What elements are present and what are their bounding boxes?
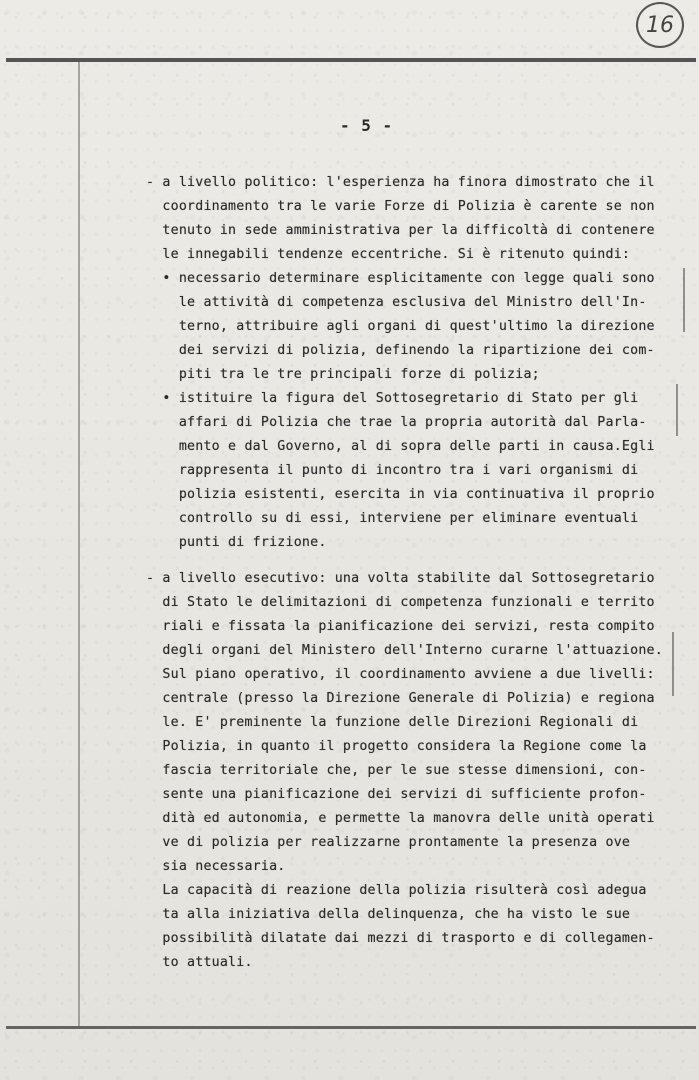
bottom-rule bbox=[6, 1026, 696, 1029]
text-line: - a livello esecutivo: una volta stabilite dal Sottosegretario bbox=[146, 571, 655, 586]
paragraph-executive bbox=[146, 567, 676, 975]
text-line: mento e dal Governo, al di sopra delle parti in causa.Egli bbox=[146, 439, 655, 454]
text-line: le. E' preminente la funzione delle Direzioni Regionali di bbox=[146, 715, 639, 730]
text-line: le attività di competenza esclusiva del Ministro dell'In- bbox=[146, 295, 647, 310]
text-line: possibilità dilatate dai mezzi di trasporto e di collegamen- bbox=[146, 931, 655, 946]
text-line: piti tra le tre principali forze di polizia; bbox=[146, 367, 540, 382]
handwritten-page-number bbox=[636, 2, 684, 48]
text-line: ta alla iniziativa della delinquenza, che ha visto le sue bbox=[146, 907, 631, 922]
text-line: La capacità di reazione della polizia risulterà così adegua bbox=[146, 883, 647, 898]
typed-page-number: - 5 - bbox=[340, 116, 394, 135]
text-line: terno, attribuire agli organi di quest'ultimo la direzione bbox=[146, 319, 655, 334]
text-line: di Stato le delimitazioni di competenza funzionali e territo bbox=[146, 595, 655, 610]
text-line: to attuali. bbox=[146, 955, 253, 970]
text-line: tenuto in sede amministrativa per la difficoltà di contenere bbox=[146, 223, 655, 238]
text-line: fascia territoriale che, per le sue stesse dimensioni, con- bbox=[146, 763, 647, 778]
body-text bbox=[146, 171, 676, 975]
text-line: sente una pianificazione dei servizi di sufficiente profon- bbox=[146, 787, 647, 802]
text-line: punti di frizione. bbox=[146, 535, 327, 550]
text-line: Polizia, in quanto il progetto considera la Regione come la bbox=[146, 739, 647, 754]
paragraph-gap bbox=[146, 555, 676, 567]
margin-mark bbox=[676, 384, 678, 436]
text-line: centrale (presso la Direzione Generale di Polizia) e regiona bbox=[146, 691, 655, 706]
text-line: Sul piano operativo, il coordinamento avviene a due livelli: bbox=[146, 667, 655, 682]
text-line: • istituire la figura del Sottosegretario di Stato per gli bbox=[146, 391, 639, 406]
text-line: sia necessaria. bbox=[146, 859, 286, 874]
text-line: - a livello politico: l'esperienza ha finora dimostrato che il bbox=[146, 175, 655, 190]
handwritten-page-number-text: 16 bbox=[646, 12, 674, 38]
text-line: dei servizi di polizia, definendo la ripartizione dei com- bbox=[146, 343, 655, 358]
top-rule bbox=[6, 58, 696, 62]
text-line: rappresenta il punto di incontro tra i vari organismi di bbox=[146, 463, 639, 478]
text-line: riali e fissata la pianificazione dei servizi, resta compito bbox=[146, 619, 655, 634]
left-margin-line bbox=[78, 62, 80, 1026]
text-line: dità ed autonomia, e permette la manovra delle unità operati bbox=[146, 811, 655, 826]
text-line: le innegabili tendenze eccentriche. Si è ritenuto quindi: bbox=[146, 247, 631, 262]
text-line: degli organi del Ministero dell'Interno curarne l'attuazione. bbox=[146, 643, 663, 658]
text-line: affari di Polizia che trae la propria autorità dal Parla- bbox=[146, 415, 647, 430]
text-line: polizia esistenti, esercita in via continuativa il proprio bbox=[146, 487, 655, 502]
text-line: • necessario determinare esplicitamente con legge quali sono bbox=[146, 271, 655, 286]
margin-mark bbox=[683, 268, 685, 332]
text-line: ve di polizia per realizzarne prontamente la presenza ove bbox=[146, 835, 631, 850]
text-line: coordinamento tra le varie Forze di Polizia è carente se non bbox=[146, 199, 655, 214]
text-line: controllo su di essi, interviene per eliminare eventuali bbox=[146, 511, 639, 526]
paragraph-political bbox=[146, 171, 676, 555]
